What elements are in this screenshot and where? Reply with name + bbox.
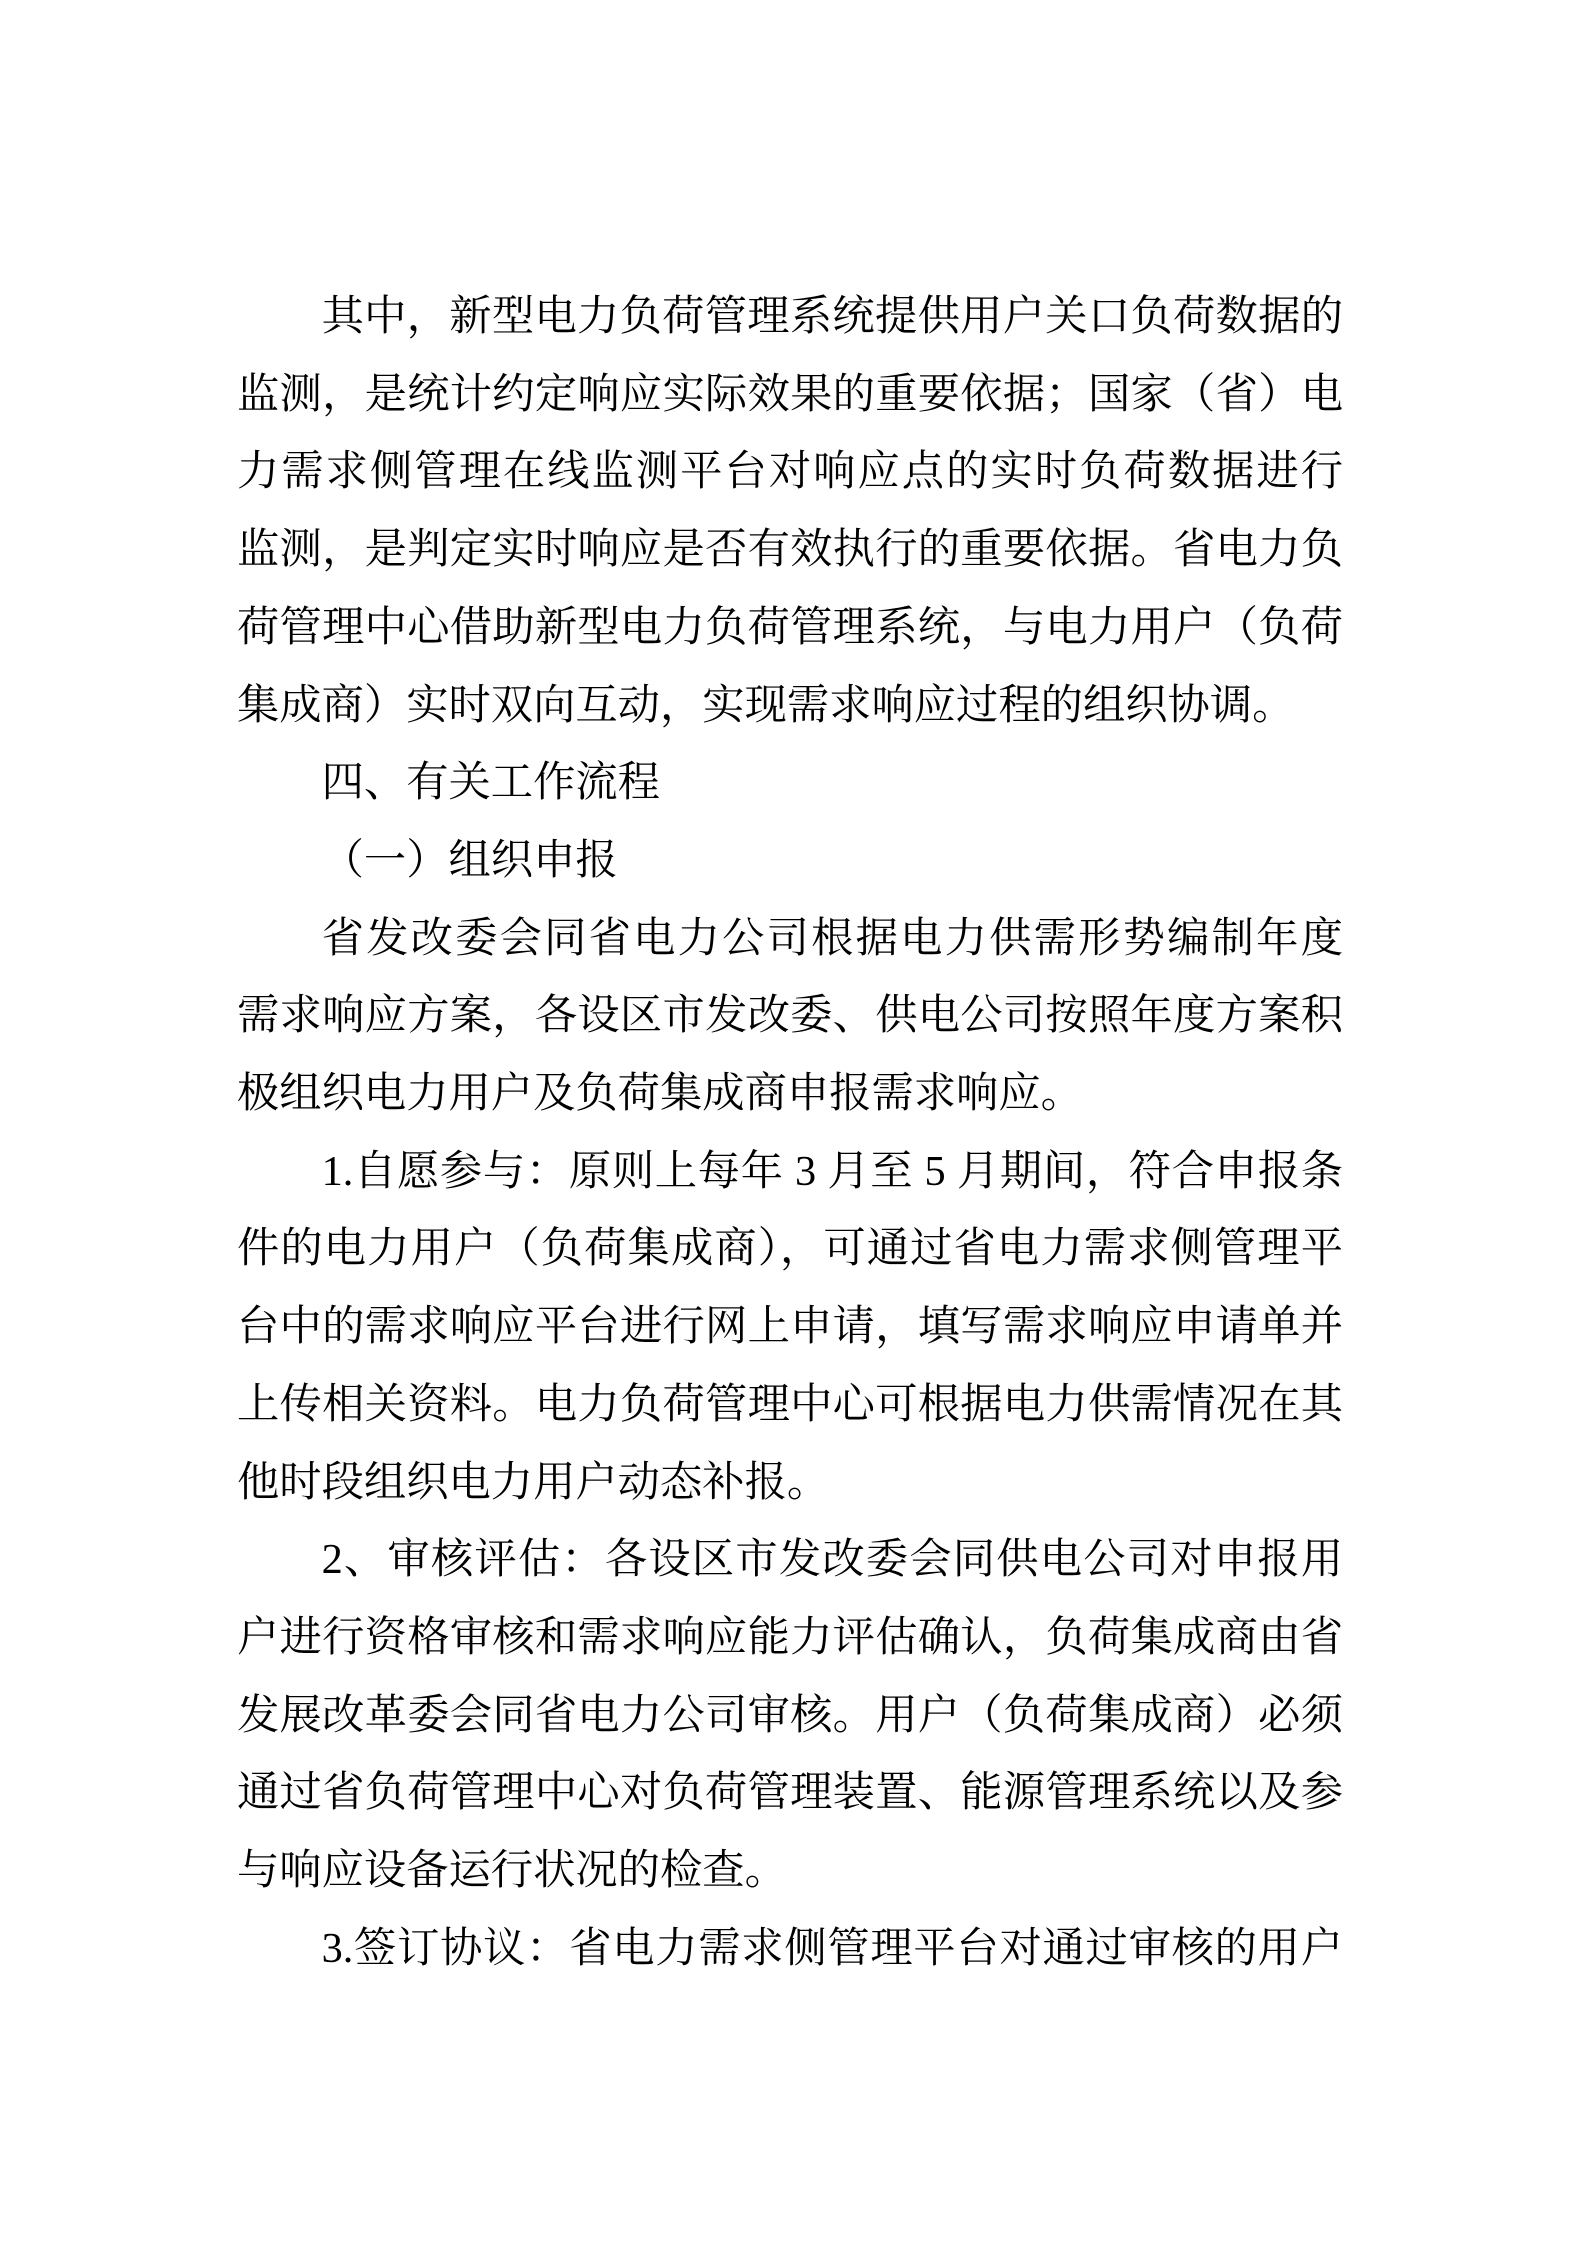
text-line: （一）组织申报 xyxy=(321,836,618,884)
document-body xyxy=(237,278,1343,1987)
text-line: 1.自愿参与：原则上每年 3 月至 5 月期间，符合申报条 xyxy=(321,1147,1343,1195)
text-line: 3.签订协议：省电力需求侧管理平台对通过审核的用户 xyxy=(321,1924,1343,1972)
text-line: 极组织电力用户及负荷集成商申报需求响应。 xyxy=(237,1070,1083,1118)
text-line: 监测，是判定实时响应是否有效执行的重要依据。省电力负 xyxy=(237,526,1343,574)
text-line: 其中，新型电力负荷管理系统提供用户关口负荷数据的 xyxy=(321,293,1343,340)
text-line: 荷管理中心借助新型电力负荷管理系统，与电力用户（负荷 xyxy=(237,603,1343,651)
paragraph xyxy=(237,1521,1343,1910)
text-line: 通过省负荷管理中心对负荷管理装置、能源管理系统以及参 xyxy=(237,1769,1343,1817)
text-line: 与响应设备运行状况的检查。 xyxy=(237,1847,787,1895)
text-line: 上传相关资料。电力负荷管理中心可根据电力供需情况在其 xyxy=(237,1380,1343,1428)
paragraph xyxy=(237,1133,1343,1522)
text-line: 件的电力用户（负荷集成商），可通过省电力需求侧管理平 xyxy=(237,1225,1343,1273)
text-line: 集成商）实时双向互动，实现需求响应过程的组织协调。 xyxy=(237,681,1295,729)
heading-paragraph xyxy=(237,822,1343,900)
text-line: 户进行资格审核和需求响应能力评估确认，负荷集成商由省 xyxy=(237,1613,1343,1661)
text-line: 2、审核评估：各设区市发改委会同供电公司对申报用 xyxy=(321,1536,1343,1584)
heading-paragraph xyxy=(237,744,1343,822)
text-line: 监测，是统计约定响应实际效果的重要依据；国家（省）电 xyxy=(237,370,1343,418)
text-line: 需求响应方案，各设区市发改委、供电公司按照年度方案积 xyxy=(237,992,1343,1040)
text-line: 力需求侧管理在线监测平台对响应点的实时负荷数据进行 xyxy=(237,448,1343,496)
text-line: 发展改革委会同省电力公司审核。用户（负荷集成商）必须 xyxy=(237,1691,1343,1739)
paragraph xyxy=(237,1910,1343,1988)
text-line: 省发改委会同省电力公司根据电力供需形势编制年度 xyxy=(321,914,1343,962)
text-line: 台中的需求响应平台进行网上申请，填写需求响应申请单并 xyxy=(237,1303,1343,1351)
paragraph xyxy=(237,278,1343,744)
text-line: 四、有关工作流程 xyxy=(321,759,660,807)
text-line: 他时段组织电力用户动态补报。 xyxy=(237,1458,830,1506)
paragraph xyxy=(237,900,1343,1133)
